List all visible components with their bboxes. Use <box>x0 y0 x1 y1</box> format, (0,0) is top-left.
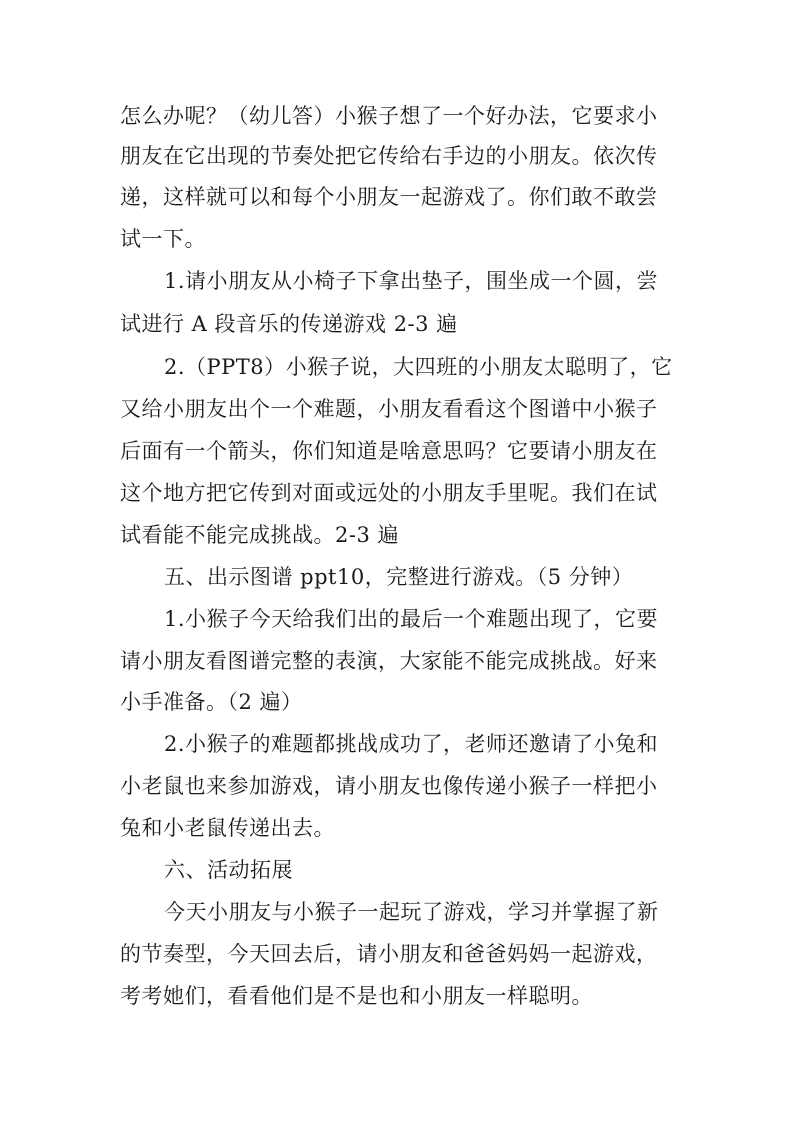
section-heading: 五、出示图谱 ppt10，完整进行游戏。（5 分钟） <box>164 565 634 589</box>
paragraph-line: 怎么办呢？（幼儿答）小猴子想了一个好办法，它要求小 <box>120 104 658 128</box>
paragraph-line: 今天小朋友与小猴子一起玩了游戏，学习并掌握了新 <box>164 900 659 924</box>
list-item-line: 试进行 A 段音乐的传递游戏 2-3 遍 <box>120 312 458 336</box>
list-item-line: 又给小朋友出个一个难题，小朋友看看这个图谱中小猴子 <box>120 397 658 421</box>
list-item-line: 请小朋友看图谱完整的表演，大家能不能完成挑战。好来 <box>120 649 658 673</box>
paragraph-line: 考考她们，看看他们是不是也和小朋友一样聪明。 <box>120 984 593 1008</box>
list-item-line: 后面有一个箭头，你们知道是啥意思吗？它要请小朋友在 <box>120 439 658 463</box>
section-heading: 六、活动拓展 <box>164 858 293 882</box>
list-item-line: 1.请小朋友从小椅子下拿出垫子，围坐成一个圆，尝 <box>164 269 659 293</box>
paragraph-line: 的节奏型，今天回去后，请小朋友和爸爸妈妈一起游戏， <box>120 942 658 966</box>
list-item-line: 1.小猴子今天给我们出的最后一个难题出现了，它要 <box>164 607 659 631</box>
list-item-line: 2.（PPT8）小猴子说，大四班的小朋友太聪明了，它 <box>164 355 673 379</box>
list-item-line: 小老鼠也来参加游戏，请小朋友也像传递小猴子一样把小 <box>120 774 658 798</box>
list-item-line: 兔和小老鼠传递出去。 <box>120 816 335 840</box>
list-item-line: 2.小猴子的难题都挑战成功了，老师还邀请了小兔和 <box>164 732 659 756</box>
paragraph-line: 试一下。 <box>120 227 206 251</box>
list-item-line: 小手准备。（2 遍） <box>120 690 303 714</box>
paragraph-line: 递，这样就可以和每个小朋友一起游戏了。你们敢不敢尝 <box>120 185 658 209</box>
list-item-line: 这个地方把它传到对面或远处的小朋友手里呢。我们在试 <box>120 481 658 505</box>
list-item-line: 试看能不能完成挑战。2-3 遍 <box>120 523 399 547</box>
paragraph-line: 朋友在它出现的节奏处把它传给右手边的小朋友。依次传 <box>120 144 658 168</box>
